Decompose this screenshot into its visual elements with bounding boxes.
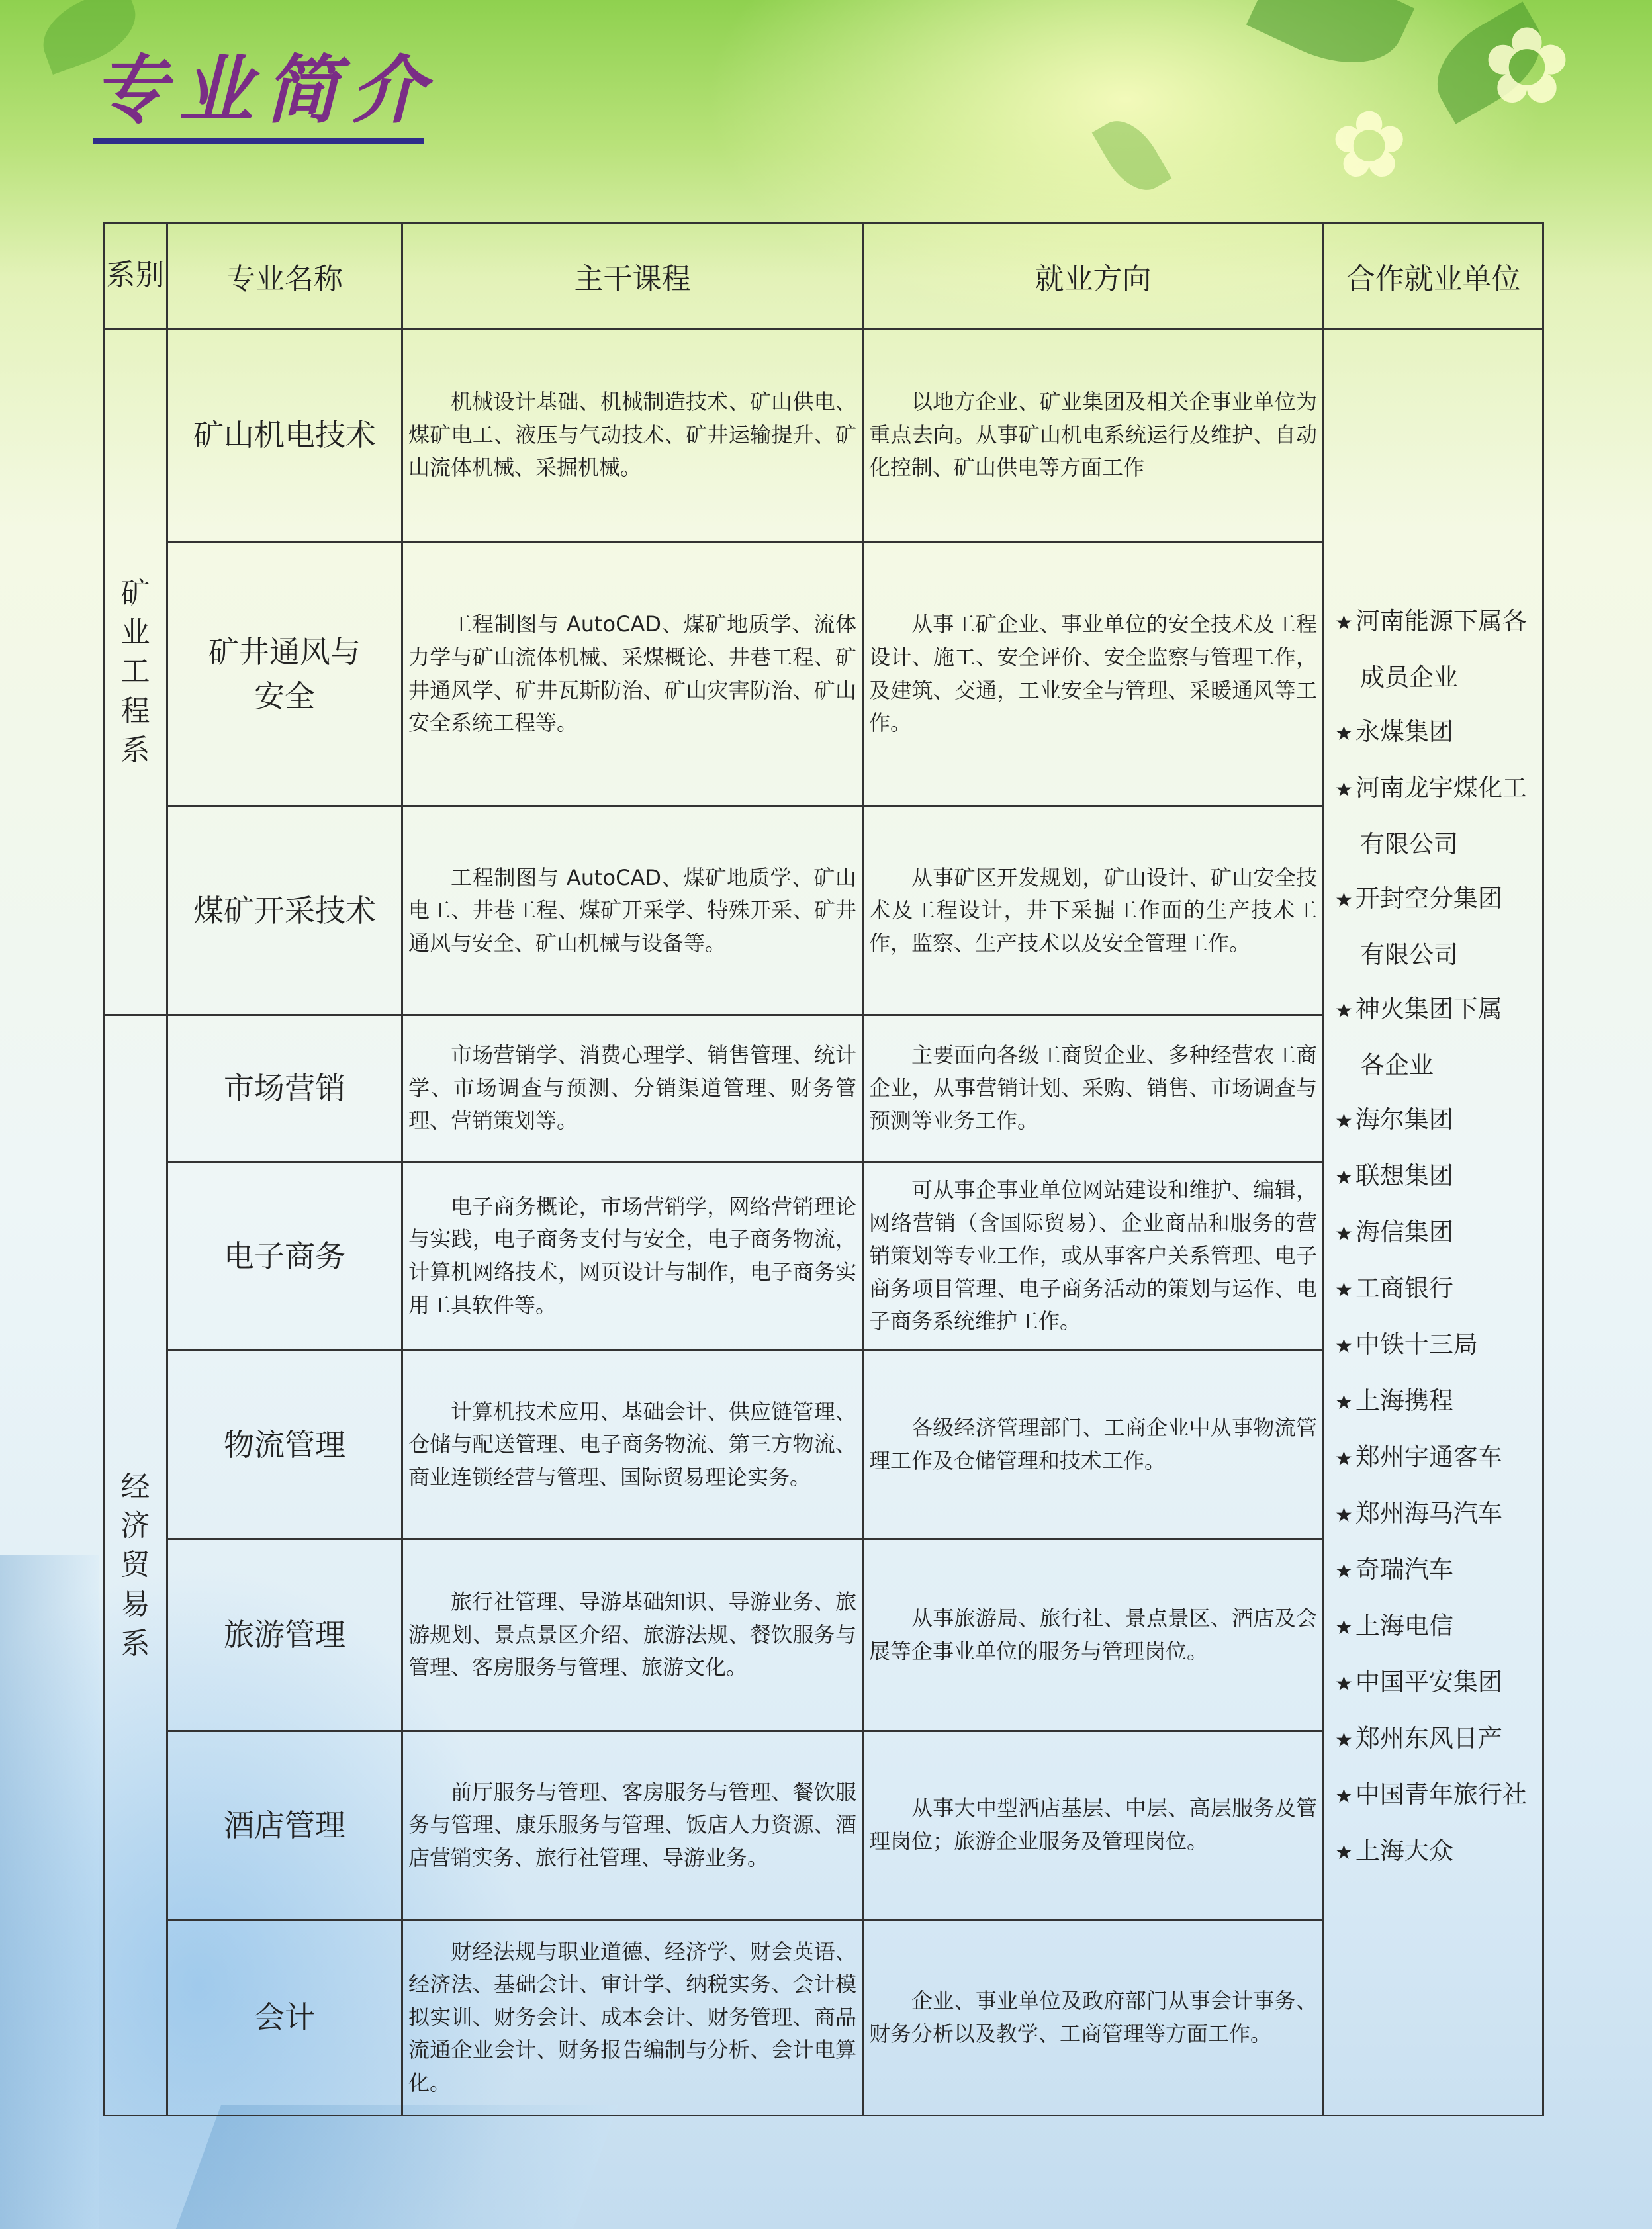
partner-name: 郑州海马汽车 [1355,1499,1502,1527]
partner-item [1335,594,1538,651]
star-icon: ★ [1335,1222,1353,1246]
partner-name: 海信集团 [1355,1218,1453,1246]
major-name: 煤矿开采技术 [167,807,402,1015]
table-row [104,329,1543,542]
major-name: 市场营销 [167,1015,402,1162]
leaf-decoration [1246,0,1414,86]
major-name: 矿井通风与安全 [167,542,402,807]
star-icon: ★ [1335,1391,1353,1414]
building-decoration [176,2105,618,2229]
major-employment: 以地方企业、矿业集团及相关企事业单位为重点去向。从事矿山机电系统运行及维护、自动化控制、矿山供电等方面工作 [863,329,1324,542]
flower-decoration: ✿ [1483,4,1572,128]
partner-item [1335,761,1538,817]
partner-item [1335,1318,1538,1374]
partner-item [1335,705,1538,761]
partner-item [1335,1261,1538,1318]
header-courses: 主干课程 [402,223,863,329]
partner-name: 上海大众 [1355,1837,1453,1865]
major-courses: 市场营销学、消费心理学、销售管理、统计学、市场调查与预测、分销渠道管理、财务管理、营销策划等。 [402,1015,863,1162]
major-name: 矿山机电技术 [167,329,402,542]
partner-name: 奇瑞汽车 [1355,1555,1453,1584]
page-title: 专业简介 [93,47,437,134]
title-underline [93,138,424,144]
star-icon: ★ [1335,1841,1353,1864]
star-icon: ★ [1335,889,1353,912]
star-icon: ★ [1335,999,1353,1023]
major-employment: 从事大中型酒店基层、中层、高层服务及管理岗位；旅游企业服务及管理岗位。 [863,1731,1324,1920]
major-employment: 各级经济管理部门、工商企业中从事物流管理工作及仓储管理和技术工作。 [863,1351,1324,1539]
partner-item [1335,1655,1538,1711]
partner-name: 联想集团 [1355,1161,1453,1190]
partner-name: 河南龙宇煤化工 [1355,774,1527,802]
star-icon: ★ [1335,1729,1353,1752]
major-courses: 工程制图与 AutoCAD、煤矿地质学、矿山电工、井巷工程、煤矿开采学、特殊开采、矿井通风与安全、矿山机械与设备等。 [402,807,863,1015]
star-icon: ★ [1335,1166,1353,1189]
partner-name: 上海携程 [1355,1387,1453,1415]
star-icon: ★ [1335,1504,1353,1527]
partner-name-continued: 有限公司 [1360,940,1458,969]
partner-name: 永煤集团 [1355,717,1453,746]
partner-list [1335,594,1538,1880]
major-employment: 从事工矿企业、事业单位的安全技术及工程设计、施工、安全评价、安全监察与管理工作，及建筑、交通，工业安全与管理、采暖通风等工作。 [863,542,1324,807]
star-icon: ★ [1335,1279,1353,1302]
header-partners: 合作就业单位 [1324,223,1543,329]
leaf-decoration [1092,110,1172,202]
partner-item [1335,1599,1538,1655]
major-courses: 计算机技术应用、基础会计、供应链管理、仓储与配送管理、电子商务物流、第三方物流、商业连锁经营与管理、国际贸易理论实务。 [402,1351,863,1539]
major-name: 电子商务 [167,1162,402,1351]
major-courses: 财经法规与职业道德、经济学、财会英语、经济法、基础会计、审计学、纳税实务、会计模拟实训、财务会计、成本会计、财务管理、商品流通企业会计、财务报告编制与分析、会计电算化。 [402,1920,863,2116]
partner-name: 工商银行 [1355,1274,1453,1302]
partner-name: 海尔集团 [1355,1105,1453,1134]
major-employment: 企业、事业单位及政府部门从事会计事务、财务分析以及教学、工商管理等方面工作。 [863,1920,1324,2116]
partner-name: 河南能源下属各 [1355,607,1527,635]
major-courses: 机械设计基础、机械制造技术、矿山供电、煤矿电工、液压与气动技术、矿井运输提升、矿山流体机械、采掘机械。 [402,329,863,542]
major-courses: 旅行社管理、导游基础知识、导游业务、旅游规划、景点景区介绍、旅游法规、餐饮服务与管理、客房服务与管理、旅游文化。 [402,1539,863,1731]
partner-item [1335,1374,1538,1430]
partner-item [1335,1824,1538,1880]
partner-item [1335,1768,1538,1824]
star-icon: ★ [1335,1447,1353,1471]
building-decoration [0,1555,99,2229]
major-courses: 前厅服务与管理、客房服务与管理、餐饮服务与管理、康乐服务与管理、饭店人力资源、酒店营销实务、旅行社管理、导游业务。 [402,1731,863,1920]
star-icon: ★ [1335,1672,1353,1696]
major-name: 旅游管理 [167,1539,402,1731]
major-employment: 从事旅游局、旅行社、景点景区、酒店及会展等企事业单位的服务与管理岗位。 [863,1539,1324,1731]
partner-name: 上海电信 [1355,1612,1453,1640]
star-icon: ★ [1335,722,1353,745]
major-name: 物流管理 [167,1351,402,1539]
partner-item [1335,872,1538,928]
partner-name: 郑州宇通客车 [1355,1443,1502,1471]
partner-item [1335,1205,1538,1261]
header-employment: 就业方向 [863,223,1324,329]
header-major: 专业名称 [167,223,402,329]
flower-decoration: ✿ [1330,91,1408,199]
header-department: 系别 [104,223,167,329]
partner-name: 中国青年旅行社 [1355,1780,1527,1809]
major-employment: 从事矿区开发规划，矿山设计、矿山安全技术及工程设计，井下采掘工作面的生产技术工作，监察、生产技术以及安全管理工作。 [863,807,1324,1015]
star-icon: ★ [1335,1785,1353,1808]
department-cell-mining: 矿业工程系 [104,329,167,1015]
majors-table [103,222,1544,2116]
partner-item [1335,1093,1538,1149]
partner-name: 中铁十三局 [1355,1330,1478,1359]
major-employment: 主要面向各级工商贸企业、多种经营农工商企业，从事营销计划、采购、销售、市场调查与预测等业务工作。 [863,1015,1324,1162]
title-block [93,46,437,144]
partner-item [1335,1486,1538,1543]
partner-name: 神火集团下属 [1355,995,1502,1023]
partner-name: 开封空分集团 [1355,884,1502,913]
partner-item [1335,1149,1538,1205]
star-icon: ★ [1335,778,1353,801]
major-name: 会计 [167,1920,402,2116]
partner-item [1335,982,1538,1038]
major-courses: 工程制图与 AutoCAD、煤矿地质学、流体力学与矿山流体机械、采煤概论、井巷工程、矿井通风学、矿井瓦斯防治、矿山灾害防治、矿山安全系统工程等。 [402,542,863,807]
major-courses: 电子商务概论，市场营销学，网络营销理论与实践，电子商务支付与安全，电子商务物流，计算机网络技术，网页设计与制作，电子商务实用工具软件等。 [402,1162,863,1351]
table-header-row [104,223,1543,329]
partner-name-continued: 各企业 [1360,1051,1434,1079]
star-icon: ★ [1335,1560,1353,1583]
star-icon: ★ [1335,1616,1353,1639]
department-cell-economics: 经济贸易系 [104,1015,167,2116]
partner-name: 郑州东风日产 [1355,1724,1502,1752]
partners-cell [1324,329,1543,2116]
partner-name-continued: 有限公司 [1360,830,1458,858]
partner-item [1335,1711,1538,1768]
partner-item [1335,1430,1538,1486]
star-icon: ★ [1335,1110,1353,1133]
major-employment: 可从事企事业单位网站建设和维护、编辑，网络营销（含国际贸易）、企业商品和服务的营销策划等专业工作，或从事客户关系管理、电子商务项目管理、电子商务活动的策划与运作、电子商务系统维护工作。 [863,1162,1324,1351]
partner-name-continued: 成员企业 [1360,663,1458,692]
star-icon: ★ [1335,612,1353,635]
major-name: 酒店管理 [167,1731,402,1920]
partner-name: 中国平安集团 [1355,1668,1502,1696]
partner-item [1335,1543,1538,1599]
star-icon: ★ [1335,1335,1353,1358]
